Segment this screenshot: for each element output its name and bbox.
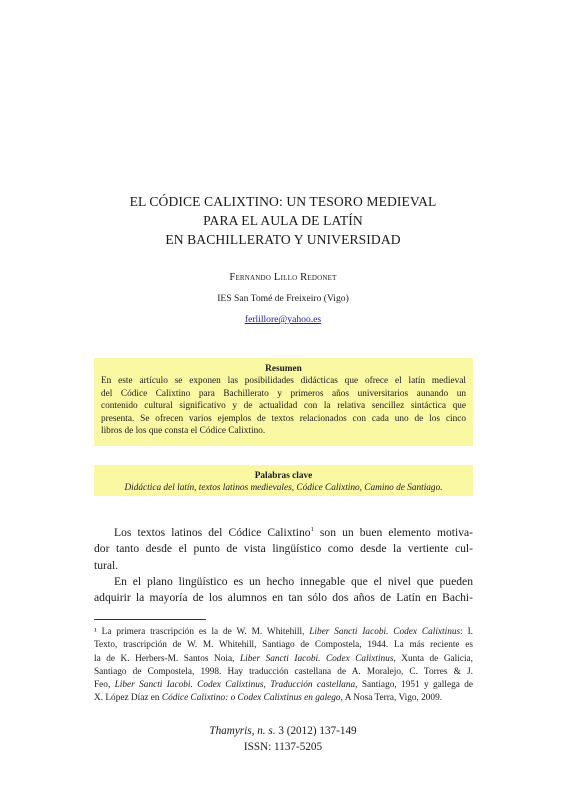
footnote-italic: Liber Sancti Iacobi. Codex Calixtinus, Traducción castellana [114, 680, 356, 691]
journal-issn: ISSN: 1137-5205 [243, 741, 323, 753]
journal-details: 3 (2012) 137-149 [275, 725, 357, 737]
article-title [60, 192, 506, 249]
body-paragraph-1 [94, 525, 473, 574]
footnote-line [94, 626, 473, 639]
abstract-line: En este artículo se exponen las posibilidades didácticas que ofrece el latín medieval [101, 376, 466, 386]
footnote-segment: X. López Díaz en [94, 693, 162, 704]
footnote-line: Santiago de Compostela, 1998. Hay traducción castellana de A. Moralejo, C. Torres & J. [94, 666, 473, 677]
footnote-divider [94, 619, 206, 620]
title-line-2: PARA EL AULA DE LATÍN [203, 213, 363, 228]
body-line: En el plano lingüístico es un hecho innegable que el nivel que pueden [114, 575, 473, 588]
footnote-line: Texto, trascripción de W. M. Whitehill, Santiago de Compostela, 1944. La más reciente es [94, 640, 473, 651]
journal-citation [60, 724, 506, 739]
footnote-segment: Feo, [94, 680, 115, 691]
footnote-marker[interactable]: 1 [310, 526, 314, 533]
abstract-box [94, 358, 473, 446]
footnote-segment: : I. [460, 627, 473, 637]
abstract-heading: Resumen [265, 364, 302, 374]
footnote-italic: Liber Sancti Iacobi. Codex Calixtinus [309, 627, 461, 637]
footnote-segment: la de K. Herbers-M. Santos Noia, [94, 653, 240, 664]
journal-name: Thamyris, n. s. [209, 725, 276, 737]
footnote-segment: ¹ La primera trascripción es la de W. M. Whitehill, [94, 627, 310, 637]
keywords-box [94, 465, 473, 496]
email-link[interactable]: ferlillore@yahoo.es [244, 314, 322, 325]
footnote-segment: , Xunta de Galicia, [393, 653, 473, 664]
footnote-segment: , Santiago, 1951 y gallega de [355, 680, 473, 691]
body-text-segment: son un buen elemento motiva- [313, 526, 473, 539]
abstract-line: contenido cultural significativo y de actualidad con la relativa sencillez sintáctica que [101, 401, 466, 412]
footnote-segment: , A Nosa Terra, Vigo, 2009. [340, 693, 443, 704]
body-line [94, 525, 473, 541]
body-text-segment: Los textos latinos del Códice Calixtino [114, 526, 311, 539]
abstract-text [94, 375, 473, 438]
author-email [60, 314, 506, 325]
footnote-1 [94, 626, 473, 706]
title-line-1: EL CÓDICE CALIXTINO: UN TESORO MEDIEVAL [129, 194, 437, 209]
footnote-italic: Liber Sancti Iacobi. Codex Calixtinus [239, 653, 394, 664]
body-line: tural. [94, 558, 119, 572]
abstract-line: presenta. Se ofrecen varios ejemplos de textos relacionados con cada uno de los cinco [101, 413, 466, 424]
keywords-heading: Palabras clave [254, 471, 313, 481]
body-line: adquirir la mayoría de los alumnos en tan sólo dos años de Latín en Bachi- [94, 591, 473, 605]
author-affiliation: IES San Tomé de Freixeiro (Vigo) [217, 293, 349, 304]
body-line: dor tanto desde el punto de vista lingüístico como desde la vertiente cul- [94, 542, 473, 556]
abstract-line: del Códice Calixtino para Bachillerato y primeros años universitarios aunando un [101, 388, 466, 399]
footnote-line [94, 692, 473, 705]
footnote-line [94, 653, 473, 666]
abstract-line: libros de los que consta el Códice Calixtino. [101, 426, 266, 437]
footnote-line [94, 679, 473, 692]
title-line-3: EN BACHILLERATO Y UNIVERSIDAD [165, 232, 401, 247]
body-paragraph-2 [94, 574, 473, 607]
author-name: Fernando Lillo Redonet [229, 272, 337, 283]
footnote-italic: Códice Calixtino: o Codex Calixtinus en galego [161, 693, 341, 704]
keywords-text: Didáctica del latín, textos latinos medievales, Códice Calixtino, Camino de Santiago. [124, 483, 443, 493]
